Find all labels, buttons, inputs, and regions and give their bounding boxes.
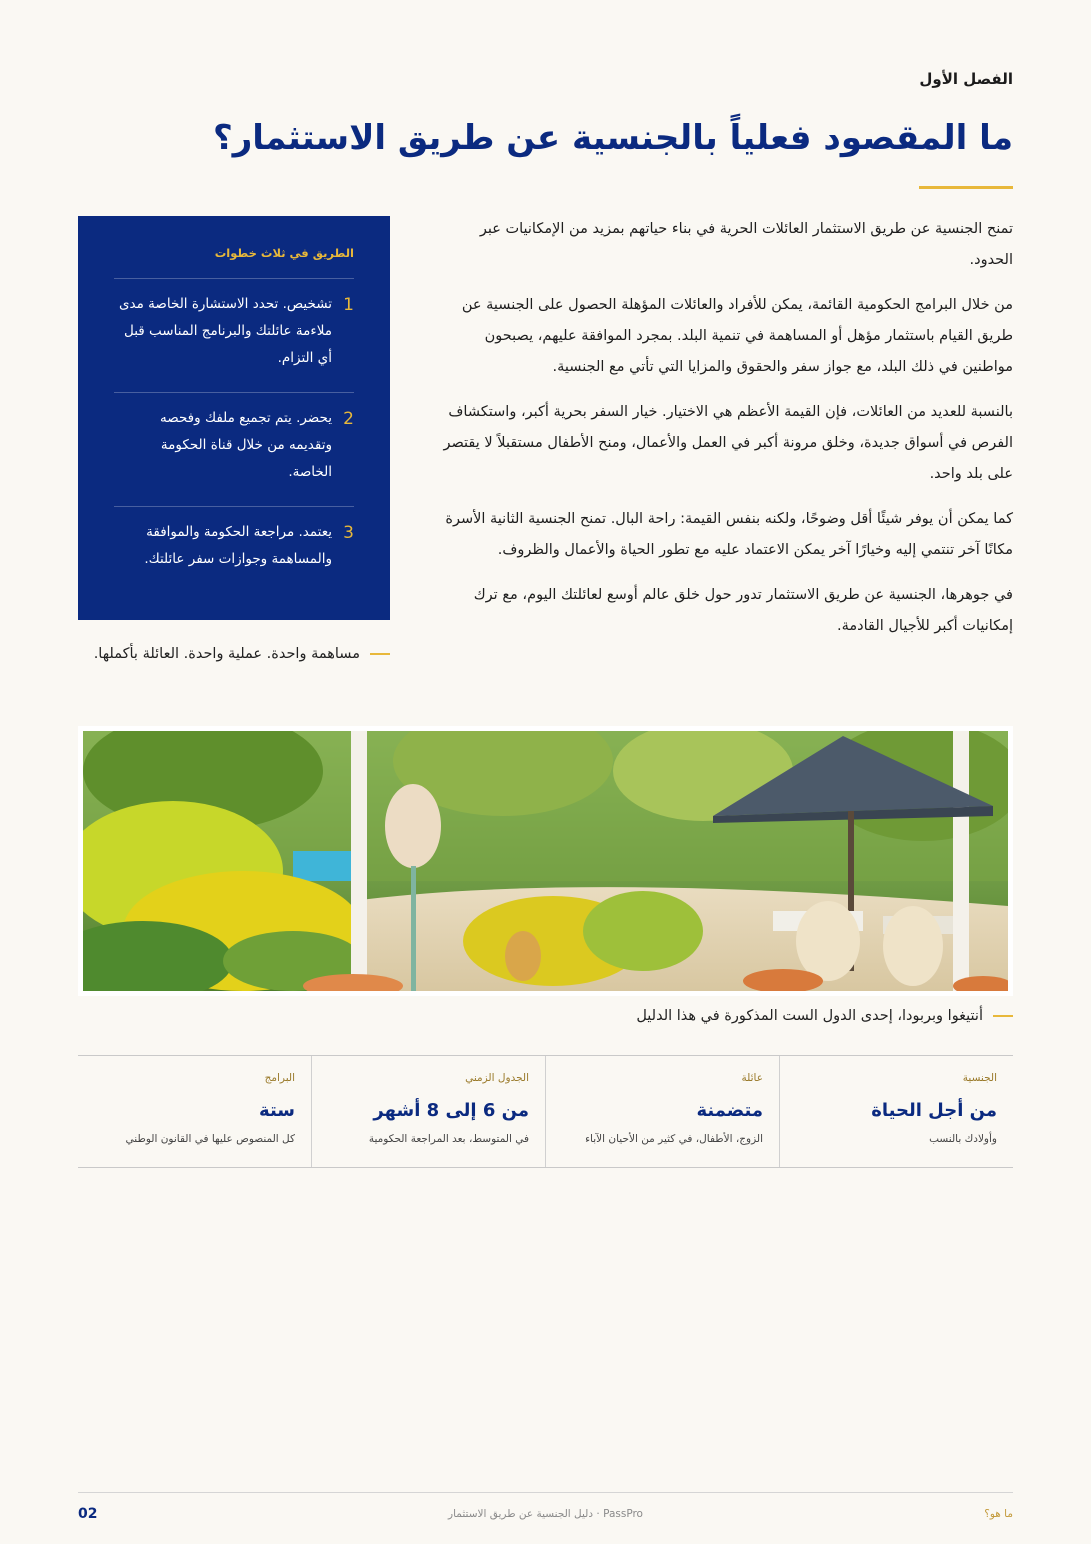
pull-quote: [78, 640, 390, 668]
resort-photo-illustration: [83, 731, 1008, 991]
paragraph: بالنسبة للعديد من العائلات، فإن القيمة الأعظم هي الاختيار. خيار السفر بحرية أكبر، واستكشاف الفرص في أسواق جديدة، وخلق مرونة أكبر في العمل والأعمال، ومنح الأطفال مستقبلاً لا يقتصر على بلد واحد.: [443, 404, 1013, 482]
fact-value: من أجل الحياة: [871, 1100, 997, 1121]
fact-cell: [78, 1056, 311, 1167]
fact-value: متضمنة: [696, 1100, 763, 1121]
steps-sidebar: [78, 216, 390, 620]
title-underline: [919, 186, 1013, 189]
paragraph: تمنح الجنسية عن طريق الاستثمار العائلات الحرية في بناء حياتهم بمزيد من الإمكانيات عبر الحدود.: [479, 221, 1013, 268]
step-item: [114, 393, 354, 507]
body-text: [433, 214, 1013, 656]
step-number: 1: [343, 295, 354, 315]
step-number: 3: [343, 523, 354, 543]
footer-divider: [78, 1492, 1013, 1493]
chapter-label: الفصل الأول: [919, 70, 1013, 88]
photo-caption: [636, 1008, 1013, 1024]
fact-note: الزوج، الأطفال، في كثير من الأحيان الآباء: [585, 1133, 763, 1145]
fact-note: كل المنصوص عليها في القانون الوطني: [125, 1133, 295, 1145]
paragraph: كما يمكن أن يوفر شيئًا أقل وضوحًا، ولكنه بنفس القيمة: راحة البال. تمنح الجنسية الثانية الأسرة مكانًا آخر تنتمي إليه وخيارًا آخر يمكن الاعتماد عليه مع تطور الحياة والأعمال والظروف.: [445, 511, 1013, 558]
fact-label: البرامج: [264, 1072, 295, 1084]
paragraph: من خلال البرامج الحكومية القائمة، يمكن للأفراد والعائلات المؤهلة الحصول على الجنسية عن طريق القيام باستثمار مؤهل أو المساهمة في تنمية البلد. بمجرد الموافقة عليهم، يصبحون مواطنين في ذلك البلد، مع جواز سفر والحقوق والمزايا التي تأتي مع الجنسية.: [461, 297, 1013, 375]
step-number: 2: [343, 409, 354, 429]
footer-doc-title: PassPro · دليل الجنسية عن طريق الاستثمار: [448, 1508, 643, 1520]
step-text: تشخيص. تحدد الاستشارة الخاصة مدى ملاءمة عائلتك والبرنامج المناسب قبل أي التزام.: [118, 296, 332, 366]
fact-label: الجدول الزمني: [465, 1072, 529, 1084]
fact-value: من 6 إلى 8 أشهر: [373, 1100, 529, 1121]
fact-cell: [545, 1056, 779, 1167]
step-item: [114, 279, 354, 393]
sidebar-heading: الطريق في ثلاث خطوات: [114, 246, 354, 279]
fact-note: في المتوسط، بعد المراجعة الحكومية: [368, 1133, 529, 1145]
quote-text: مساهمة واحدة. عملية واحدة. العائلة بأكملها.: [93, 646, 360, 662]
footer-section: ما هو؟: [984, 1508, 1013, 1520]
fact-cell: [311, 1056, 545, 1167]
fact-cell: [779, 1056, 1013, 1167]
caption-dash: [993, 1015, 1013, 1017]
fact-value: ستة: [259, 1100, 295, 1121]
quote-dash: [370, 653, 390, 655]
paragraph: في جوهرها، الجنسية عن طريق الاستثمار تدور حول خلق عالم أوسع لعائلتك اليوم، مع ترك إمكانيات أكبر للأجيال القادمة.: [473, 587, 1013, 634]
caption-text: أنتيغوا وبربودا، إحدى الدول الست المذكورة في هذا الدليل: [636, 1008, 983, 1024]
key-facts-table: [78, 1055, 1013, 1168]
step-text: يعتمد. مراجعة الحكومة والموافقة والمساهمة وجوازات سفر عائلتك.: [144, 524, 332, 567]
step-item: [114, 507, 354, 593]
fact-label: الجنسية: [962, 1072, 997, 1084]
fact-label: عائلة: [741, 1072, 763, 1084]
page-number: 02: [78, 1506, 98, 1522]
step-text: يحضر. يتم تجميع ملفك وفحصه وتقديمه من خلال قناة الحكومة الخاصة.: [160, 410, 332, 480]
resort-photo: [78, 726, 1013, 996]
fact-note: وأولادك بالنسب: [929, 1133, 997, 1145]
page-title: ما المقصود فعلياً بالجنسية عن طريق الاستثمار؟: [213, 118, 1013, 158]
